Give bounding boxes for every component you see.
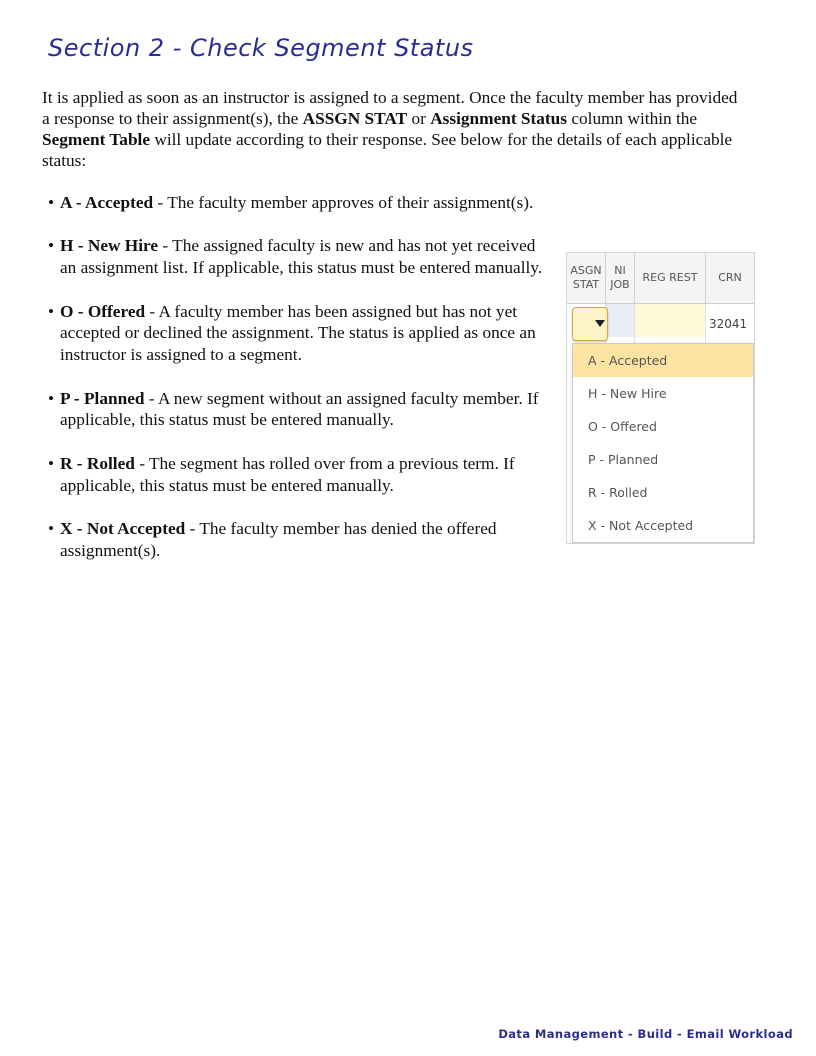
intro-paragraph	[42, 87, 742, 171]
menu-item-rolled[interactable]: R - Rolled	[588, 485, 648, 500]
intro-text: It is applied as soon as an instructor is assigned to a segment. Once the faculty member has provided a response to their assignment(s), the	[42, 88, 738, 128]
intro-text: or	[407, 109, 431, 128]
status-description: - The segment has rolled over from a previous term. If applicable, this status must be entered manually.	[60, 453, 515, 495]
status-code: O - Offered	[60, 301, 146, 321]
menu-item-planned[interactable]: P - Planned	[588, 452, 659, 467]
status-code: R - Rolled	[60, 453, 135, 473]
menu-item-not-accepted[interactable]: X - Not Accepted	[588, 518, 694, 533]
column-header-reg-rest[interactable]	[635, 253, 706, 303]
crn-value: 32041	[709, 317, 748, 331]
status-description: - The assigned faculty is new and has not yet received an assignment list. If applicable, this status must be entered manually.	[60, 236, 543, 278]
status-dropdown-menu	[572, 343, 754, 543]
bullet-icon: •	[48, 518, 55, 538]
status-code: A - Accepted	[60, 193, 154, 212]
header-line: JOB	[610, 278, 630, 291]
status-code: X - Not Accepted	[60, 518, 186, 538]
intro-text: will update according to their response. See below for the details of each applicable status:	[42, 130, 733, 170]
menu-item-offered[interactable]: O - Offered	[588, 419, 657, 434]
status-code: P - Planned	[60, 388, 145, 408]
status-description: - A new segment without an assigned faculty member. If applicable, this status must be entered manually.	[60, 388, 539, 430]
status-list	[48, 192, 548, 583]
column-header-ni-job[interactable]	[606, 253, 635, 303]
bullet-icon: •	[48, 236, 55, 256]
status-dropdown-button[interactable]	[572, 307, 608, 341]
intro-text: column within the	[567, 109, 698, 128]
bullet-icon: •	[48, 193, 55, 212]
menu-item-accepted[interactable]: A - Accepted	[573, 344, 753, 377]
header-line: ASGN	[570, 264, 602, 277]
ni-job-cell	[606, 304, 635, 337]
status-item-new-hire	[48, 235, 548, 279]
header-line: NI	[614, 264, 626, 277]
header-line: CRN	[718, 271, 742, 284]
status-item-not-accepted	[48, 518, 548, 562]
intro-bold-assignment-status: Assignment Status	[430, 109, 568, 128]
bullet-icon: •	[48, 301, 55, 321]
reg-rest-cell	[635, 304, 706, 337]
intro-bold-segment-table: Segment Table	[42, 130, 151, 149]
bullet-icon: •	[48, 388, 55, 408]
bullet-icon: •	[48, 453, 55, 473]
status-description: - A faculty member has been assigned but has not yet accepted or declined the assignment. The status is applied as once an instructor is assigned to a segment.	[60, 301, 536, 365]
status-item-accepted	[48, 192, 548, 214]
intro-bold-asgn-stat: ASSGN STAT	[302, 109, 408, 128]
status-item-offered	[48, 301, 548, 366]
column-header-asgn-stat[interactable]	[567, 253, 606, 303]
page-title: Section 2 - Check Segment Status	[48, 34, 474, 62]
header-line: STAT	[572, 278, 600, 291]
status-description: - The faculty member has denied the offered assignment(s).	[60, 518, 497, 560]
header-line: REG REST	[642, 271, 698, 284]
menu-item-new-hire[interactable]: H - New Hire	[588, 386, 667, 401]
column-header-crn[interactable]	[706, 253, 754, 303]
table-header	[567, 253, 754, 304]
dropdown-arrow-icon	[595, 320, 605, 327]
page-footer: Data Management - Build - Email Workload	[498, 1027, 793, 1041]
status-code: H - New Hire	[60, 236, 159, 256]
status-item-rolled	[48, 453, 548, 497]
status-description: - The faculty member approves of their assignment(s).	[153, 193, 534, 212]
status-item-planned	[48, 388, 548, 432]
segment-status-screenshot	[566, 252, 755, 544]
